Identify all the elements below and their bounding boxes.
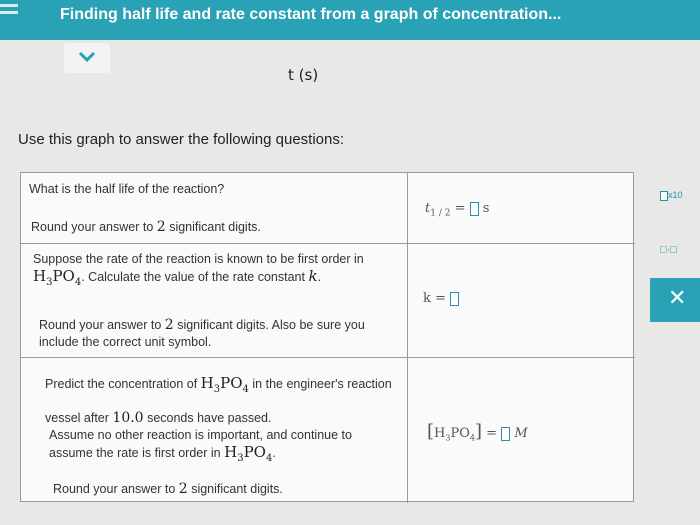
top-bar [0, 0, 700, 40]
close-icon: ✕ [668, 286, 687, 311]
q1-round: Round your answer to 2 significant digits. [31, 219, 261, 235]
q3-round: Round your answer to 2 significant digits. [53, 481, 283, 497]
rate-constant-input[interactable] [450, 292, 459, 306]
rate-constant-answer: k = [423, 291, 459, 306]
graph-axis-label: t (s) [288, 66, 319, 84]
instructions-text: Use this graph to answer the following questions: [18, 131, 345, 148]
concentration-answer: $[H_3PO_4] = M$ [427, 421, 528, 443]
q3-text: Predict the concentration of $H_3PO_4$ in the engineer's reaction vessel after 10.0 seconds have passed. [45, 374, 392, 426]
close-button[interactable] [650, 278, 700, 322]
expand-chevron-button[interactable] [64, 43, 110, 73]
question-table [20, 172, 634, 502]
concentration-input[interactable] [501, 427, 510, 441]
q1-text: What is the half life of the reaction? [29, 182, 225, 196]
scientific-notation-button[interactable]: x10 [660, 190, 683, 201]
q2-text: Suppose the rate of the reaction is known to be first order in $H_3PO_4$. Calculate the value of the rate constant k. [33, 252, 364, 288]
q2-round: Round your answer to 2 significant digits. Also be sure you include the correct unit symbol. [39, 317, 365, 349]
page-title: Finding half life and rate constant from a graph of concentration... [60, 6, 562, 23]
chevron-down-icon [78, 51, 96, 63]
half-life-input[interactable] [470, 202, 479, 216]
half-life-answer: $t_{1 / 2} = s$ [425, 201, 490, 219]
decimal-format-button[interactable]: □·□ [660, 244, 677, 256]
menu-icon[interactable] [0, 4, 18, 20]
q3-assume: Assume no other reaction is important, and continue to assume the rate is first order in $H_3PO_4$. [49, 428, 352, 464]
